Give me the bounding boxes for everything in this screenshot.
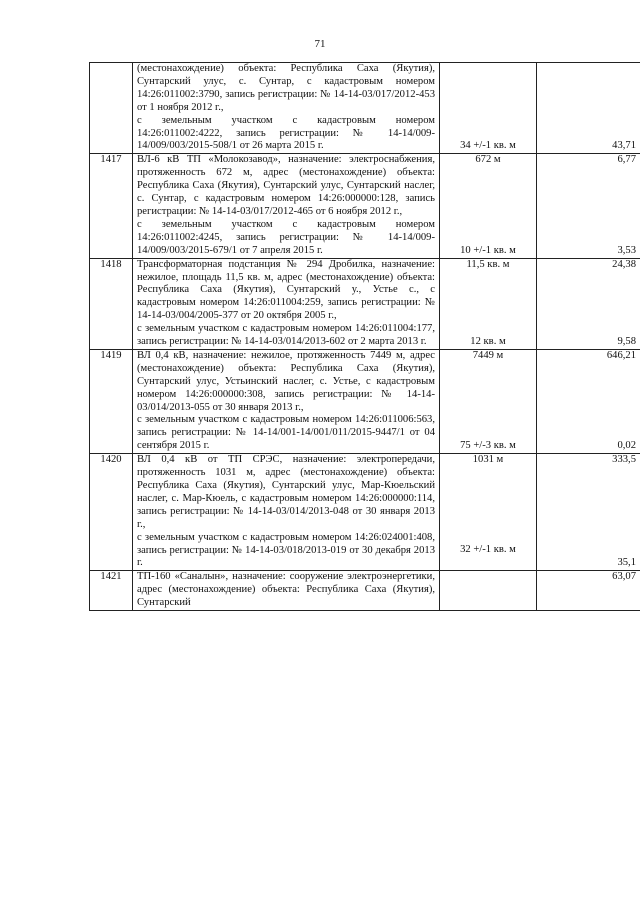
area-cell: [440, 349, 537, 453]
area-cell: [440, 571, 537, 611]
row-number: 1417: [90, 154, 133, 258]
object-value: 646,21: [606, 349, 636, 361]
object-area: 11,5 кв. м: [466, 258, 510, 270]
object-description: [133, 258, 440, 349]
object-main-text: ВЛ 0,4 кВ от ТП СРЭС, назначение: электропередачи, протяженность 1031 м, адрес (местонахождение) объекта: Республика Саха (Якутия), Сунтарский улус, Мар-Кюельский наслег, с. Мар-Кюель, с кадастровым номером 14:26:000000:114, запись регистрации: № 14-14-03/014/2013-048 от 30 января 2013 г.,: [137, 454, 435, 530]
table-row: [90, 454, 640, 571]
table-row: [90, 349, 640, 453]
land-plot-text: с земельным участком с кадастровым номером 14:26:011002:4222, запись регистрации: № 14-14/009-14/009/003/2015-508/1 от 26 марта 2015 г.: [137, 114, 435, 152]
row-number: 1421: [90, 571, 133, 611]
object-description: [133, 154, 440, 258]
table-row: [90, 258, 640, 349]
value-cell: [537, 154, 640, 258]
value-cell: [537, 454, 640, 571]
area-cell: [440, 454, 537, 571]
value-cell: [537, 571, 640, 611]
object-main-text: ВЛ 0,4 кВ, назначение: нежилое, протяженность 7449 м, адрес (местонахождение) объекта: Республика Саха (Якутия), Сунтарский улус, Устьинский наслег, с. Устье, с кадастровым номером 14:26:000000:308, запись регистрации: № 14-14-03/014/2013-055 от 30 января 2013 г.,: [137, 349, 435, 413]
value-cell: [537, 258, 640, 349]
row-number: 1419: [90, 349, 133, 453]
land-value: 35,1: [617, 557, 636, 569]
land-plot-text: с земельным участком с кадастровым номером 14:26:024001:408, запись регистрации: № 14-14-03/018/2013-019 от 30 декабря 2013 г.: [137, 531, 435, 569]
object-value: 333,5: [612, 454, 636, 466]
land-plot-text: с земельным участком с кадастровым номером 14:26:011002:4245, запись регистрации: № 14-14/009-14/009/003/2015-679/1 от 7 апреля 2015 г.: [137, 218, 435, 256]
object-value: 63,07: [612, 571, 636, 583]
land-area: 10 +/-1 кв. м: [460, 244, 516, 256]
row-number: 1418: [90, 258, 133, 349]
row-number: [90, 63, 133, 154]
land-value: 0,02: [617, 440, 636, 452]
land-area: 75 +/-3 кв. м: [460, 440, 516, 452]
object-main-text: Трансформаторная подстанция № 294 Дробилка, назначение: нежилое, площадь 11,5 кв. м, адрес (местонахождение) объекта: Республика Саха (Якутия), Сунтарский у., Устье с., с кадастровым номером 14:26:011004:259, запись регистрации: № 14-14-03/004/2005-377 от 20 октября 2005 г.,: [137, 258, 435, 322]
row-number: 1420: [90, 454, 133, 571]
land-area: 12 кв. м: [470, 336, 506, 347]
object-description: [133, 571, 440, 611]
registry-rows: [90, 63, 640, 611]
area-cell: [440, 154, 537, 258]
property-registry-table: [89, 62, 640, 611]
object-description: [133, 349, 440, 453]
object-description: [133, 454, 440, 571]
land-value: 9,58: [617, 336, 636, 347]
value-cell: [537, 349, 640, 453]
table-row: [90, 63, 640, 154]
value-cell: [537, 63, 640, 154]
object-main-text: ТП-160 «Саналын», назначение: сооружение электроэнергетики, адрес (местонахождение) объекта: Республика Саха (Якутия), Сунтарский: [137, 571, 435, 609]
object-area: [444, 63, 532, 76]
object-main-text: (местонахождение) объекта: Республика Саха (Якутия), Сунтарский улус, с. Сунтар, с кадастровым номером 14:26:011002:3790, запись регистрации: № 14-14-03/017/2012-453 от 1 ноября 2012 г.,: [137, 63, 435, 113]
area-cell: [440, 63, 537, 154]
land-area: 32 +/-1 кв. м: [460, 544, 516, 556]
object-area: 672 м: [475, 154, 501, 166]
table-row: [90, 154, 640, 258]
area-cell: [440, 258, 537, 349]
land-plot-text: с земельным участком с кадастровым номером 14:26:011006:563, запись регистрации: № 14-14/001-14/001/011/2015-9447/1 от 04 сентября 2015 г.: [137, 414, 435, 452]
land-plot-text: с земельным участком с кадастровым номером 14:26:011004:177, запись регистрации: № 14-14-03/014/2013-602 от 2 марта 2013 г.: [137, 323, 435, 348]
page-number: 71: [314, 38, 326, 50]
land-value: 3,53: [617, 244, 636, 256]
object-area: 1031 м: [472, 454, 504, 466]
land-value: 43,71: [612, 140, 636, 152]
object-description: [133, 63, 440, 154]
object-main-text: ВЛ-6 кВ ТП «Молокозавод», назначение: электроснабжения, протяженность 672 м, адрес (местонахождение) объекта: Республика Саха (Якутия), Сунтарский улус, Сунтарский наслег, с. Сунтар, с кадастровым номером 14:26:000000:128, запись регистрации: № 14-14-03/017/2012-465 от 6 ноября 2012 г.,: [137, 154, 435, 217]
land-area: 34 +/-1 кв. м: [460, 140, 516, 152]
object-value: 24,38: [612, 258, 636, 270]
object-value: [541, 63, 636, 76]
table-row: [90, 571, 640, 611]
object-area: 7449 м: [472, 349, 504, 361]
object-value: 6,77: [617, 154, 636, 166]
